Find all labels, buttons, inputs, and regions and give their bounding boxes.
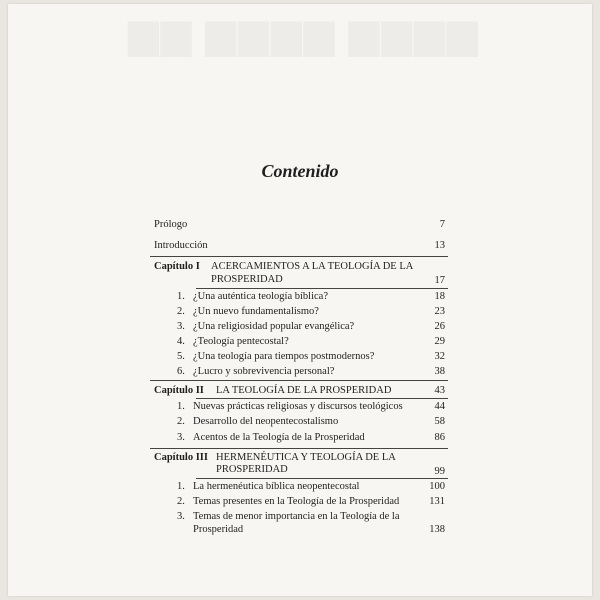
chapter-3-item-3-page: 138 xyxy=(429,524,445,535)
chapter-2-item-2-page: 58 xyxy=(434,416,445,427)
chapter-1-page: 17 xyxy=(434,275,445,286)
chapter-3-page: 99 xyxy=(434,466,445,477)
toc-entry-introduccion-label: Introducción xyxy=(154,240,208,251)
chapter-1-title-line2: PROSPERIDAD xyxy=(211,274,283,285)
chapter-3-title-line2: PROSPERIDAD xyxy=(216,464,288,475)
chapter-1-item-6-num: 6. xyxy=(177,366,185,377)
chapter-1-label: Capítulo I xyxy=(154,261,200,272)
chapter-1-item-1-num: 1. xyxy=(177,291,185,302)
toc-entry-prologo-label: Prólogo xyxy=(154,219,188,230)
chapter-1-item-3-text: ¿Una religiosidad popular evangélica? xyxy=(193,321,355,332)
chapter-2-item-1-page: 44 xyxy=(434,401,445,412)
chapter-3-label: Capítulo III xyxy=(154,452,208,463)
chapter-1-item-4-num: 4. xyxy=(177,336,185,347)
chapter-2-item-3-text: Acentos de la Teología de la Prosperidad xyxy=(193,432,365,443)
chapter-2-title-line1: LA TEOLOGÍA DE LA PROSPERIDAD xyxy=(216,385,392,396)
chapter-1-item-4-page: 29 xyxy=(434,336,445,347)
chapter-divider xyxy=(150,256,448,257)
chapter-1-item-5-page: 32 xyxy=(434,351,445,362)
chapter-2-item-1-num: 1. xyxy=(177,401,185,412)
chapter-2-item-1-text: Nuevas prácticas religiosas y discursos teológicos xyxy=(193,401,403,412)
chapter-title-underline xyxy=(196,398,448,399)
chapter-3-item-2-num: 2. xyxy=(177,496,185,507)
toc-entry-prologo-page: 7 xyxy=(439,219,445,230)
chapter-3-title-line1: HERMENÉUTICA Y TEOLOGÍA DE LA xyxy=(216,452,396,463)
chapter-3-item-3-text: Temas de menor importancia en la Teología de la xyxy=(193,511,400,522)
chapter-1-title-line1: ACERCAMIENTOS A LA TEOLOGÍA DE LA xyxy=(211,261,414,272)
toc-entry-introduccion-page: 13 xyxy=(434,240,445,251)
chapter-2-item-3-page: 86 xyxy=(434,432,445,443)
chapter-title-underline xyxy=(196,288,448,289)
chapter-1-item-2-num: 2. xyxy=(177,306,185,317)
chapter-1-item-3-page: 26 xyxy=(434,321,445,332)
chapter-1-item-5-num: 5. xyxy=(177,351,185,362)
chapter-3-item-3-text-line2: Prosperidad xyxy=(193,524,244,535)
page-title: Contenido xyxy=(261,161,339,181)
chapter-3-item-1-page: 100 xyxy=(429,481,445,492)
chapter-1-item-2-page: 23 xyxy=(434,306,445,317)
chapter-1-item-1-page: 18 xyxy=(434,291,445,302)
chapter-title-underline xyxy=(196,478,448,479)
chapter-3-item-1-num: 1. xyxy=(177,481,185,492)
chapter-2-item-2-text: Desarrollo del neopentecostalismo xyxy=(193,416,339,427)
chapter-3-item-2-page: 131 xyxy=(429,496,445,507)
chapter-1-item-4-text: ¿Teología pentecostal? xyxy=(193,336,289,347)
show-through-text xyxy=(128,10,488,50)
chapter-1-item-5-text: ¿Una teología para tiempos postmodernos? xyxy=(193,351,375,362)
chapter-1-item-2-text: ¿Un nuevo fundamentalismo? xyxy=(193,306,319,317)
book-page xyxy=(8,4,592,596)
chapter-divider xyxy=(150,448,448,449)
chapter-2-page: 43 xyxy=(434,385,445,396)
chapter-2-label: Capítulo II xyxy=(154,385,204,396)
chapter-divider xyxy=(150,380,448,381)
chapter-1-item-6-page: 38 xyxy=(434,366,445,377)
chapter-3-item-3-num: 3. xyxy=(177,511,185,522)
chapter-3-item-1-text: La hermenéutica bíblica neopentecostal xyxy=(193,481,360,492)
chapter-1-item-3-num: 3. xyxy=(177,321,185,332)
chapter-1-item-6-text: ¿Lucro y sobrevivencia personal? xyxy=(193,366,335,377)
chapter-2-item-2-num: 2. xyxy=(177,416,185,427)
chapter-3-item-2-text: Temas presentes en la Teología de la Prosperidad xyxy=(193,496,400,507)
chapter-1-item-1-text: ¿Una auténtica teología bíblica? xyxy=(193,291,328,302)
chapter-2-item-3-num: 3. xyxy=(177,432,185,443)
